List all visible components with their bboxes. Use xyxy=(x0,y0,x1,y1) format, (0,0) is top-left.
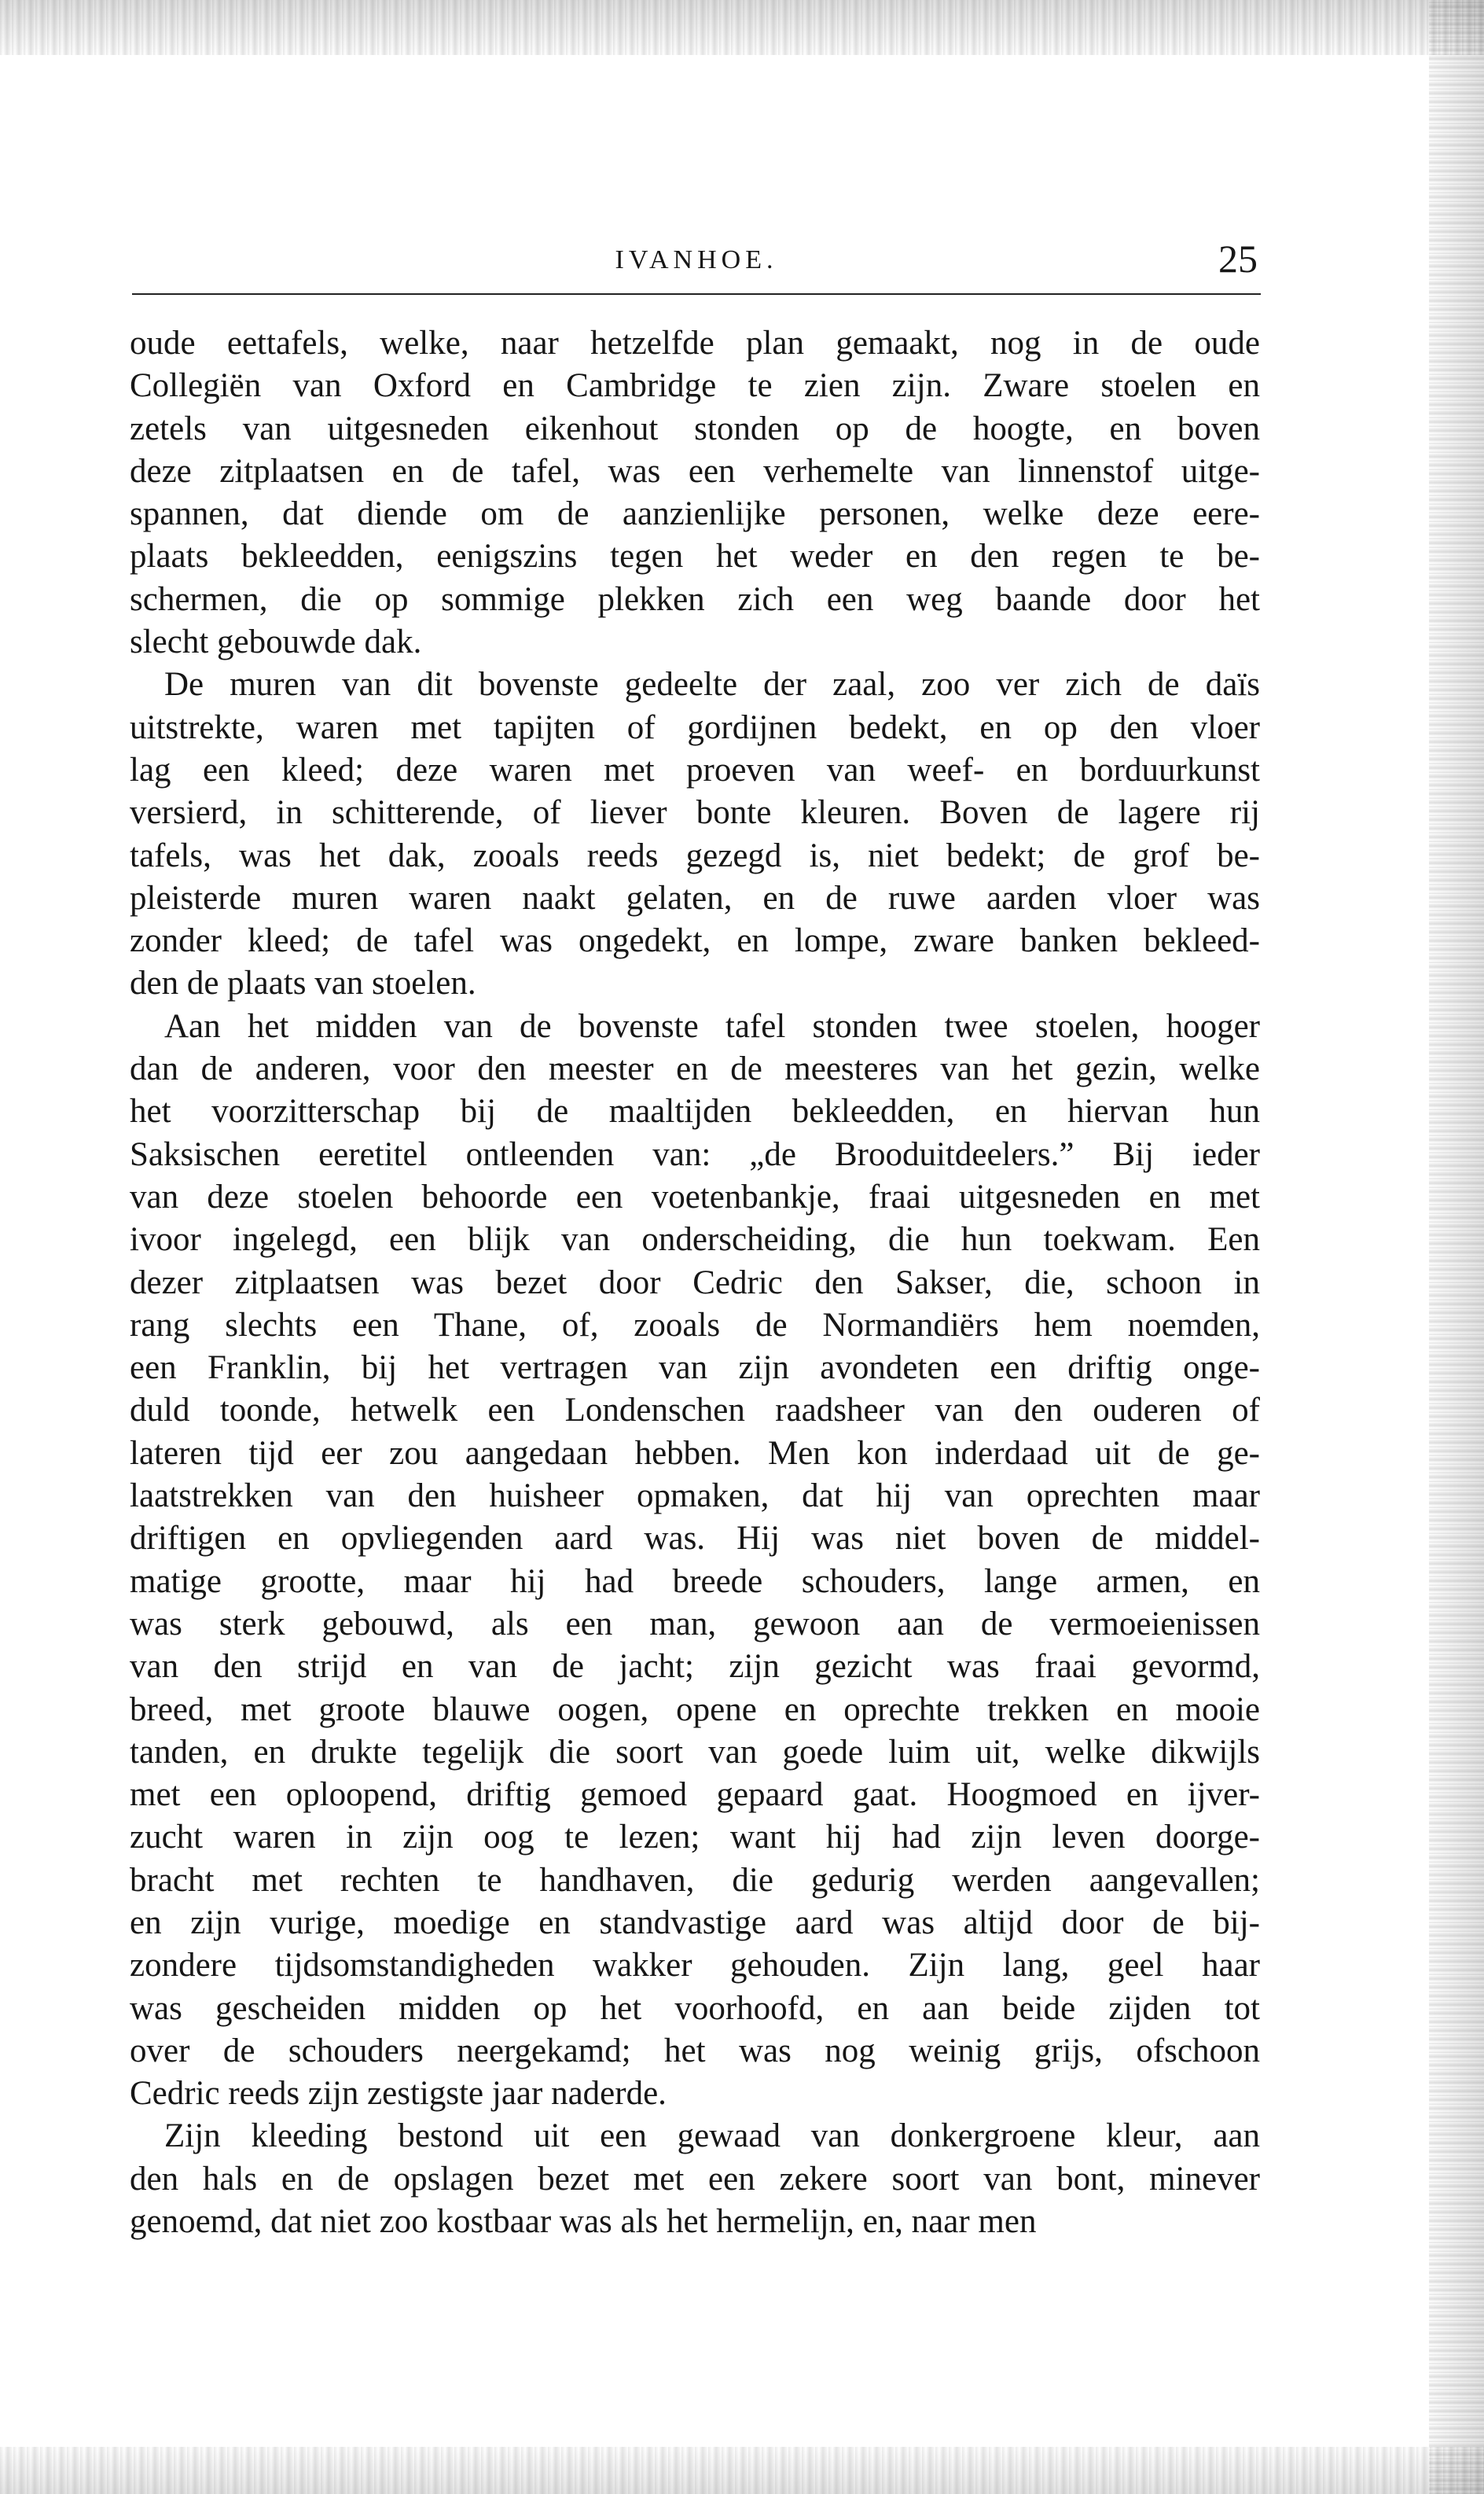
text-line: tanden, en drukte tegelijk die soort van goede luim uit, welke dikwijls xyxy=(130,1733,1260,1771)
text-line: lag een kleed; deze waren met proeven van weef- en borduurkunst xyxy=(130,751,1260,789)
text-line: genoemd, dat niet zoo kostbaar was als het hermelijn, en, naar men xyxy=(130,2203,1037,2241)
running-head xyxy=(132,236,1261,291)
text-line: en zijn vurige, moedige en standvastige aard was altijd door de bij- xyxy=(130,1904,1260,1941)
text-line: matige grootte, maar hij had breede schouders, lange armen, en xyxy=(130,1562,1260,1600)
text-line: het voorzitterschap bij de maaltijden bekleedden, en hiervan hun xyxy=(130,1093,1260,1131)
text-line: was sterk gebouwd, als een man, gewoon aan de vermoeienissen xyxy=(130,1605,1260,1642)
page-number: 25 xyxy=(1218,237,1258,281)
text-line: spannen, dat diende om de aanzienlijke personen, welke deze eere- xyxy=(130,495,1260,533)
text-line: ivoor ingelegd, een blijk van onderscheiding, die hun toekwam. Een xyxy=(130,1221,1260,1259)
text-line: Saksischen eeretitel ontleenden van: „de Brooduitdeelers.” Bij ieder xyxy=(130,1135,1260,1173)
scan-edge-bottom xyxy=(0,2447,1484,2494)
text-line: van den strijd en van de jacht; zijn gezicht was fraai gevormd, xyxy=(130,1648,1260,1686)
text-line: was gescheiden midden op het voorhoofd, en aan beide zijden tot xyxy=(130,1989,1260,2027)
text-line: tafels, was het dak, zooals reeds gezegd is, niet bedekt; de grof be- xyxy=(130,837,1260,874)
text-line: dezer zitplaatsen was bezet door Cedric den Sakser, die, schoon in xyxy=(130,1264,1260,1301)
text-line: Zijn kleeding bestond uit een gewaad van donkergroene kleur, aan xyxy=(164,2117,1260,2155)
text-line: deze zitplaatsen en de tafel, was een verhemelte van linnenstof uitge- xyxy=(130,452,1260,490)
body-text xyxy=(130,322,1260,2243)
text-line: slecht gebouwde dak. xyxy=(130,624,422,661)
text-line: rang slechts een Thane, of, zooals de Normandiërs hem noemden, xyxy=(130,1306,1260,1344)
header-rule xyxy=(132,293,1261,295)
text-line: De muren van dit bovenste gedeelte der zaal, zoo ver zich de daïs xyxy=(164,666,1260,704)
text-line: driftigen en opvliegenden aard was. Hij was niet boven de middel- xyxy=(130,1520,1260,1558)
paragraph xyxy=(130,1006,1260,2116)
paragraph xyxy=(130,664,1260,1005)
running-title: IVANHOE. xyxy=(615,245,778,274)
text-line: den hals en de opslagen bezet met een zekere soort van bont, minever xyxy=(130,2160,1260,2198)
text-line: versierd, in schitterende, of liever bonte kleuren. Boven de lagere rij xyxy=(130,794,1260,832)
text-line: breed, met groote blauwe oogen, opene en oprechte trekken en mooie xyxy=(130,1690,1260,1728)
text-line: zetels van uitgesneden eikenhout stonden op de hoogte, en boven xyxy=(130,410,1260,447)
text-line: bracht met rechten te handhaven, die gedurig werden aangevallen; xyxy=(130,1861,1260,1899)
text-line: schermen, die op sommige plekken zich een weg baande door het xyxy=(130,580,1260,618)
text-line: zondere tijdsomstandigheden wakker gehouden. Zijn lang, geel haar xyxy=(130,1947,1260,1985)
paragraph xyxy=(130,322,1260,664)
text-line: uitstrekte, waren met tapijten of gordijnen bedekt, en op den vloer xyxy=(130,708,1260,746)
text-line: plaats bekleedden, eenigszins tegen het weder en den regen te be- xyxy=(130,538,1260,576)
text-line: oude eettafels, welke, naar hetzelfde plan gemaakt, nog in de oude xyxy=(130,325,1260,362)
text-line: den de plaats van stoelen. xyxy=(130,965,476,1002)
text-line: een Franklin, bij het vertragen van zijn avondeten een driftig onge- xyxy=(130,1349,1260,1387)
text-line: duld toonde, hetwelk een Londenschen raadsheer van den ouderen of xyxy=(130,1392,1260,1429)
paragraph xyxy=(130,2115,1260,2243)
text-line: laatstrekken van den huisheer opmaken, dat hij van oprechten maar xyxy=(130,1477,1260,1515)
scan-edge-top xyxy=(0,0,1484,55)
text-line: over de schouders neergekamd; het was nog weinig grijs, ofschoon xyxy=(130,2032,1260,2069)
text-line: zonder kleed; de tafel was ongedekt, en lompe, zware banken bekleed- xyxy=(130,922,1260,960)
text-line: Aan het midden van de bovenste tafel stonden twee stoelen, hooger xyxy=(164,1007,1260,1045)
text-line: Cedric reeds zijn zestigste jaar naderde. xyxy=(130,2075,667,2113)
text-line: dan de anderen, voor den meester en de meesteres van het gezin, welke xyxy=(130,1050,1260,1088)
text-line: pleisterde muren waren naakt gelaten, en de ruwe aarden vloer was xyxy=(130,879,1260,917)
scan-edge-right xyxy=(1429,0,1484,2494)
text-line: zucht waren in zijn oog te lezen; want hij had zijn leven doorge- xyxy=(130,1819,1260,1856)
text-line: lateren tijd eer zou aangedaan hebben. Men kon inderdaad uit de ge- xyxy=(130,1434,1260,1472)
text-line: Collegiën van Oxford en Cambridge te zien zijn. Zware stoelen en xyxy=(130,367,1260,405)
text-line: met een oploopend, driftig gemoed gepaard gaat. Hoogmoed en ijver- xyxy=(130,1776,1260,1814)
text-line: van deze stoelen behoorde een voetenbankje, fraai uitgesneden en met xyxy=(130,1178,1260,1216)
